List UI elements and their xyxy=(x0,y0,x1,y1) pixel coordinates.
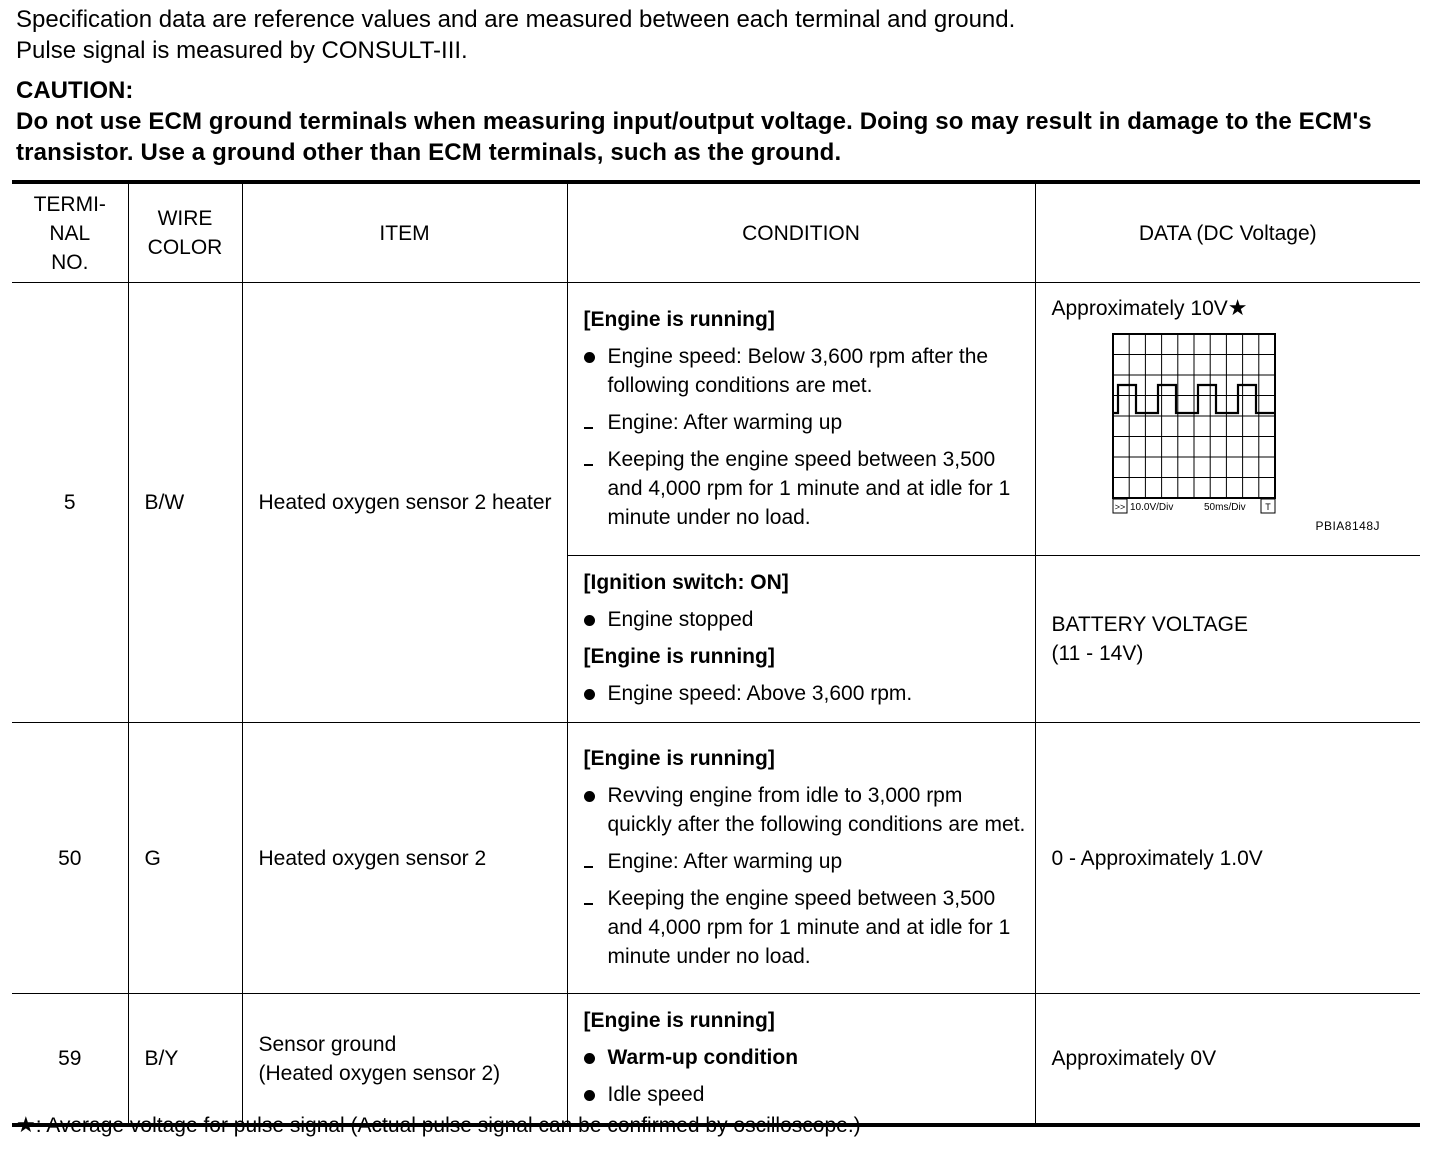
oscilloscope-waveform xyxy=(1112,333,1280,515)
header-data: DATA (DC Voltage) xyxy=(1035,182,1420,283)
figure-code: PBIA8148J xyxy=(1315,519,1380,533)
condition-heading: [Engine is running] xyxy=(583,1009,775,1032)
wire-color: B/Y xyxy=(128,994,242,1126)
condition-heading: [Engine is running] xyxy=(583,746,775,770)
spec-table-wrapper xyxy=(12,180,1420,1127)
star-icon: ★ xyxy=(1227,295,1248,320)
item-name xyxy=(242,994,567,1126)
dash-icon xyxy=(584,903,593,905)
dash-icon xyxy=(584,464,593,466)
header-terminal-line-3: NO. xyxy=(51,250,89,274)
condition-text: Revving engine from idle to 3,000 rpm quickly after the following conditions are met. xyxy=(607,783,1026,836)
condition-text: Engine: After warming up xyxy=(607,849,843,873)
list-item xyxy=(584,847,1027,876)
data-cell: 0 - Approximately 1.0V xyxy=(1035,723,1420,994)
spec-table xyxy=(12,180,1420,1127)
condition-heading: [Engine is running] xyxy=(583,645,775,668)
list-item xyxy=(584,781,1027,839)
wire-color: G xyxy=(128,723,242,994)
condition-text: Warm-up condition xyxy=(607,1046,799,1069)
item-name: Heated oxygen sensor 2 xyxy=(242,723,567,994)
bullet-icon xyxy=(584,791,595,802)
list-item xyxy=(584,679,1027,708)
condition-cell xyxy=(567,994,1035,1126)
bullet-icon xyxy=(584,1053,595,1064)
table-row xyxy=(12,723,1420,994)
list-item xyxy=(584,1043,1027,1072)
scope-volt-div: 10.0V/Div xyxy=(1129,502,1173,513)
header-item: ITEM xyxy=(242,182,567,283)
caution-heading: CAUTION: xyxy=(16,77,134,104)
intro-block xyxy=(16,4,1426,168)
terminal-number: 50 xyxy=(12,723,128,994)
list-item xyxy=(584,408,1027,437)
bullet-icon xyxy=(584,615,595,626)
data-value: (11 - 14V) xyxy=(1051,642,1144,665)
header-terminal-line-1: TERMI- xyxy=(33,192,106,216)
list-item xyxy=(584,884,1027,971)
item-name-line-1: Sensor ground xyxy=(258,1032,397,1056)
condition-text: Engine stopped xyxy=(607,608,754,631)
list-item xyxy=(584,445,1027,532)
list-item xyxy=(584,1080,1027,1109)
condition-text: Idle speed xyxy=(607,1083,705,1106)
header-terminal-line-2: NAL xyxy=(49,221,91,245)
scope-time-div: 50ms/Div xyxy=(1203,502,1246,513)
bullet-icon xyxy=(584,1090,595,1101)
condition-cell xyxy=(567,556,1035,723)
footnote xyxy=(16,1112,861,1138)
data-value: BATTERY VOLTAGE xyxy=(1051,613,1248,636)
list-item xyxy=(584,342,1027,400)
caution-text: Do not use ECM ground terminals when measuring input/output voltage. Doing so may result in damage to the ECM's transistor. Use a ground other than ECM terminals, such as the ground. xyxy=(16,108,1372,166)
condition-text: Engine speed: Below 3,600 rpm after the following conditions are met. xyxy=(607,344,989,397)
condition-cell xyxy=(567,283,1035,556)
wire-color: B/W xyxy=(128,283,242,723)
scope-panel xyxy=(1036,283,1421,555)
item-name-line-2: (Heated oxygen sensor 2) xyxy=(258,1061,501,1085)
scope-trigger-label: T xyxy=(1264,502,1271,512)
dash-icon xyxy=(584,427,593,429)
condition-text: Engine: After warming up xyxy=(607,410,843,434)
condition-text: Keeping the engine speed between 3,500 and 4,000 rpm for 1 minute and at idle for 1 minute under no load. xyxy=(607,447,1011,529)
condition-cell xyxy=(567,723,1035,994)
bullet-icon xyxy=(584,689,595,700)
scope-arrow-label: >> xyxy=(1114,502,1125,512)
item-name: Heated oxygen sensor 2 heater xyxy=(242,283,567,723)
bullet-icon xyxy=(584,352,595,363)
header-wire-line-1: WIRE xyxy=(157,207,213,230)
table-header-row xyxy=(12,182,1420,283)
condition-text: Engine speed: Above 3,600 rpm. xyxy=(607,682,913,705)
footnote-text: : Average voltage for pulse signal (Actual pulse signal can be confirmed by oscilloscope.) xyxy=(35,1114,861,1137)
terminal-number: 5 xyxy=(12,283,128,723)
header-wire-color xyxy=(128,182,242,283)
data-cell xyxy=(1035,283,1420,556)
star-icon: ★ xyxy=(16,1112,36,1137)
data-cell xyxy=(1035,556,1420,723)
intro-line-1: Specification data are reference values and are measured between each terminal and ground. xyxy=(16,6,1016,33)
dash-icon xyxy=(584,866,593,868)
header-terminal xyxy=(12,182,128,283)
table-row xyxy=(12,283,1420,556)
condition-heading: [Ignition switch: ON] xyxy=(583,571,789,594)
header-wire-line-2: COLOR xyxy=(147,236,223,259)
terminal-number: 59 xyxy=(12,994,128,1126)
header-condition: CONDITION xyxy=(567,182,1035,283)
condition-text: Keeping the engine speed between 3,500 and 4,000 rpm for 1 minute and at idle for 1 minute under no load. xyxy=(607,886,1011,968)
data-value xyxy=(1052,293,1248,323)
data-value-text: Approximately 10V xyxy=(1051,297,1228,320)
data-cell: Approximately 0V xyxy=(1035,994,1420,1126)
condition-heading: [Engine is running] xyxy=(583,307,775,331)
table-row xyxy=(12,994,1420,1126)
intro-line-2: Pulse signal is measured by CONSULT-III. xyxy=(16,37,468,64)
list-item xyxy=(584,605,1027,634)
